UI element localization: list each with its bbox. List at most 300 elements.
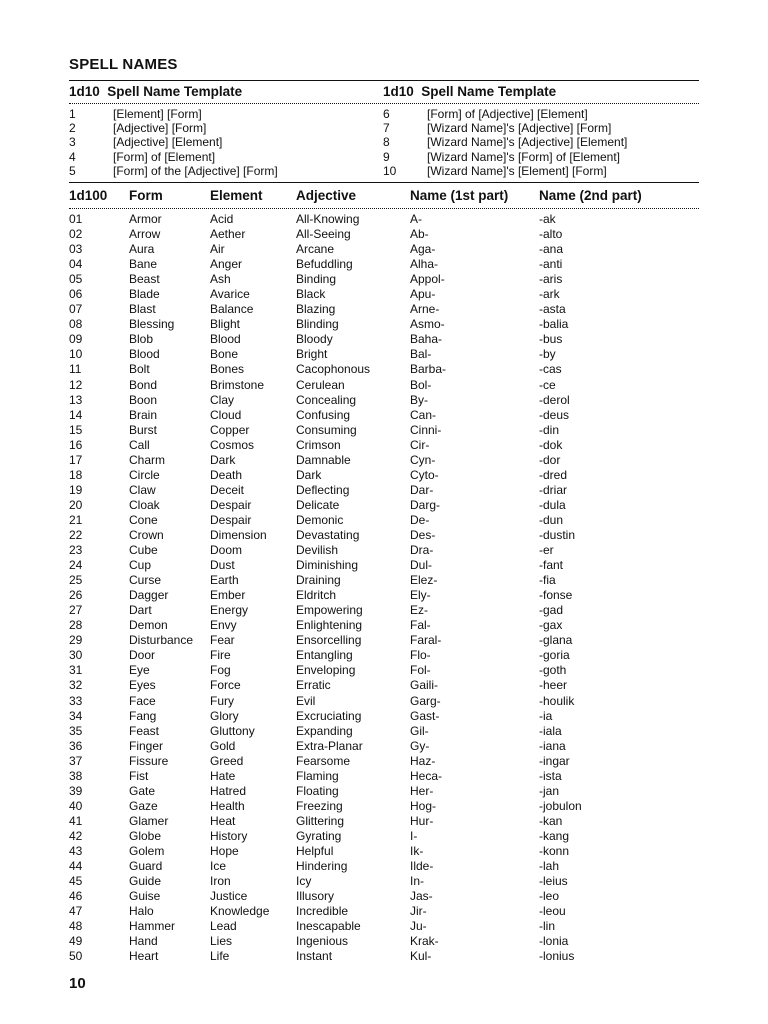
cell-name-second-part: -lonius: [539, 949, 575, 964]
cell-name-second-part: -cas: [539, 362, 562, 377]
col-header-adjective: Adjective: [296, 188, 357, 203]
cell-roll: 17: [69, 452, 83, 467]
cell-name-first-part: Des-: [410, 527, 436, 542]
cell-roll: 43: [69, 843, 83, 858]
header-template: Spell Name Template: [107, 84, 243, 99]
cell-name-first-part: Cyto-: [410, 467, 439, 482]
table-row: [69, 498, 699, 513]
cell-form: Guise: [129, 889, 161, 904]
cell-name-second-part: -jan: [539, 783, 560, 798]
cell-roll: 15: [69, 422, 83, 437]
cell-form: Guard: [129, 859, 163, 874]
cell-name-second-part: -lah: [539, 859, 560, 874]
cell-form: Boon: [129, 392, 158, 407]
cell-name-second-part: -dustin: [539, 527, 576, 542]
cell-element: Earth: [210, 573, 239, 588]
table-row: [69, 408, 699, 423]
cell-form: Cube: [129, 543, 158, 558]
cell-element: Hate: [210, 768, 236, 783]
table-row: [69, 317, 699, 332]
table-row: [69, 332, 699, 347]
cell-form: Dagger: [129, 588, 169, 603]
page-number: 10: [69, 975, 86, 992]
table-top-rule: [69, 182, 699, 183]
cell-element: Dimension: [210, 527, 267, 542]
cell-roll: 46: [69, 889, 83, 904]
table-row: [69, 212, 699, 227]
cell-roll: 49: [69, 934, 83, 949]
table-row: [69, 603, 699, 618]
cell-name-second-part: -fonse: [539, 588, 573, 603]
cell-adjective: Damnable: [296, 452, 351, 467]
cell-name-first-part: Dul-: [410, 558, 433, 573]
cell-form: Golem: [129, 843, 165, 858]
col-header-name-1st: Name (1st part): [410, 188, 509, 203]
table-row: [69, 528, 699, 543]
cell-adjective: Deflecting: [296, 482, 350, 497]
cell-adjective: All-Seeing: [296, 227, 351, 242]
cell-element: Fog: [210, 663, 231, 678]
cell-element: Bone: [210, 347, 239, 362]
cell-name-second-part: -aris: [539, 272, 563, 287]
table-row: [69, 889, 699, 904]
cell-name-second-part: -ista: [539, 768, 562, 783]
cell-name-second-part: -glana: [539, 633, 573, 648]
template-row: [383, 150, 627, 164]
table-row: [69, 739, 699, 754]
template-text: [Wizard Name]'s [Adjective] [Form]: [427, 121, 612, 136]
cell-name-first-part: Alha-: [410, 257, 439, 272]
cell-roll: 29: [69, 633, 83, 648]
template-row: [383, 135, 627, 149]
cell-adjective: Black: [296, 287, 326, 302]
cell-roll: 48: [69, 919, 83, 934]
cell-roll: 44: [69, 859, 83, 874]
template-text: [Form] of [Element]: [113, 149, 216, 164]
cell-adjective: Bloody: [296, 332, 333, 347]
template-row: [69, 135, 278, 149]
cell-name-first-part: Darg-: [410, 497, 441, 512]
table-row: [69, 904, 699, 919]
cell-form: Halo: [129, 904, 154, 919]
cell-name-first-part: Cyn-: [410, 452, 436, 467]
cell-adjective: Arcane: [296, 242, 335, 257]
cell-element: Ash: [210, 272, 231, 287]
cell-name-first-part: Bol-: [410, 377, 432, 392]
cell-name-second-part: -leius: [539, 874, 568, 889]
template-row: [383, 121, 627, 135]
template-text: [Adjective] [Form]: [113, 121, 207, 136]
table-header: [69, 188, 699, 203]
table-row: [69, 678, 699, 693]
table-row: [69, 257, 699, 272]
template-list-right: [383, 107, 627, 178]
table-row: [69, 378, 699, 393]
cell-adjective: Freezing: [296, 798, 343, 813]
table-row: [69, 949, 699, 964]
table-row: [69, 287, 699, 302]
cell-roll: 45: [69, 874, 83, 889]
col-header-name-2nd: Name (2nd part): [539, 188, 642, 203]
cell-name-second-part: -anti: [539, 257, 563, 272]
cell-element: Copper: [210, 422, 250, 437]
cell-name-second-part: -ana: [539, 242, 564, 257]
cell-form: Cup: [129, 558, 152, 573]
cell-form: Claw: [129, 482, 156, 497]
cell-element: Health: [210, 798, 245, 813]
table-row: [69, 814, 699, 829]
template-roll: 1: [69, 107, 76, 121]
cell-element: Lead: [210, 919, 237, 934]
cell-form: Eye: [129, 663, 150, 678]
cell-element: Ice: [210, 859, 227, 874]
cell-form: Blob: [129, 332, 154, 347]
cell-form: Bane: [129, 257, 158, 272]
table-row: [69, 784, 699, 799]
cell-name-second-part: -lin: [539, 919, 556, 934]
table-row: [69, 724, 699, 739]
cell-adjective: Hindering: [296, 859, 348, 874]
cell-name-first-part: Flo-: [410, 648, 431, 663]
table-row: [69, 362, 699, 377]
cell-adjective: Enlightening: [296, 618, 363, 633]
cell-adjective: Incredible: [296, 904, 349, 919]
cell-element: Hope: [210, 843, 239, 858]
table-row: [69, 393, 699, 408]
cell-name-second-part: -heer: [539, 678, 568, 693]
cell-form: Bolt: [129, 362, 150, 377]
cell-name-first-part: Fal-: [410, 618, 431, 633]
cell-roll: 37: [69, 753, 83, 768]
table-row: [69, 543, 699, 558]
cell-name-first-part: Can-: [410, 407, 437, 422]
table-row: [69, 874, 699, 889]
cell-roll: 42: [69, 828, 83, 843]
cell-adjective: Bright: [296, 347, 328, 362]
cell-name-first-part: Apu-: [410, 287, 436, 302]
cell-roll: 24: [69, 558, 83, 573]
cell-element: Dark: [210, 452, 236, 467]
cell-adjective: Confusing: [296, 407, 351, 422]
template-left-header: [69, 84, 242, 99]
cell-element: Despair: [210, 512, 252, 527]
cell-name-second-part: -derol: [539, 392, 570, 407]
template-roll: 5: [69, 163, 76, 178]
template-text: [Element] [Form]: [113, 107, 202, 121]
table-row: [69, 513, 699, 528]
cell-form: Heart: [129, 949, 159, 964]
cell-form: Blessing: [129, 317, 175, 332]
cell-name-second-part: -deus: [539, 407, 570, 422]
cell-roll: 35: [69, 723, 83, 738]
cell-name-second-part: -leo: [539, 889, 560, 904]
cell-roll: 11: [69, 362, 82, 377]
cell-element: Force: [210, 678, 241, 693]
cell-form: Fang: [129, 708, 157, 723]
header-1d10: 1d10: [69, 84, 100, 99]
template-roll: 2: [69, 121, 76, 136]
cell-name-first-part: Her-: [410, 783, 434, 798]
cell-name-first-part: Cinni-: [410, 422, 442, 437]
cell-element: Ember: [210, 588, 246, 603]
template-text: [Wizard Name]'s [Form] of [Element]: [427, 149, 621, 164]
cell-form: Cloak: [129, 497, 160, 512]
template-text: [Adjective] [Element]: [113, 135, 223, 150]
template-text: [Wizard Name]'s [Adjective] [Element]: [427, 135, 628, 150]
cell-adjective: Devastating: [296, 527, 360, 542]
cell-form: Glamer: [129, 813, 169, 828]
cell-element: Despair: [210, 497, 252, 512]
cell-element: Gluttony: [210, 723, 255, 738]
cell-name-second-part: -goria: [539, 648, 570, 663]
cell-roll: 25: [69, 573, 83, 588]
template-row: [69, 121, 278, 135]
cell-name-first-part: De-: [410, 512, 430, 527]
cell-adjective: Erratic: [296, 678, 331, 693]
cell-form: Blood: [129, 347, 160, 362]
table-row: [69, 919, 699, 934]
cell-name-second-part: -gax: [539, 618, 563, 633]
cell-name-first-part: Garg-: [410, 693, 441, 708]
cell-element: Greed: [210, 753, 244, 768]
cell-adjective: Entangling: [296, 648, 353, 663]
cell-name-second-part: -gad: [539, 603, 564, 618]
cell-name-second-part: -ce: [539, 377, 556, 392]
cell-adjective: Glittering: [296, 813, 345, 828]
col-header-element: Element: [210, 188, 263, 203]
cell-element: Gold: [210, 738, 236, 753]
cell-form: Globe: [129, 828, 162, 843]
cell-adjective: Demonic: [296, 512, 344, 527]
cell-name-first-part: Gaili-: [410, 678, 439, 693]
cell-name-first-part: A-: [410, 212, 422, 226]
cell-name-first-part: Appol-: [410, 272, 445, 287]
cell-adjective: Blinding: [296, 317, 339, 332]
cell-form: Curse: [129, 573, 162, 588]
cell-roll: 03: [69, 242, 83, 257]
cell-roll: 34: [69, 708, 83, 723]
cell-form: Eyes: [129, 678, 156, 693]
cell-name-first-part: Dar-: [410, 482, 434, 497]
cell-name-first-part: Gil-: [410, 723, 429, 738]
cell-adjective: Evil: [296, 693, 316, 708]
cell-element: Cosmos: [210, 437, 255, 452]
cell-roll: 02: [69, 227, 83, 242]
cell-name-first-part: By-: [410, 392, 428, 407]
cell-adjective: Excruciating: [296, 708, 362, 723]
table-row: [69, 709, 699, 724]
cell-form: Brain: [129, 407, 158, 422]
cell-element: Fear: [210, 633, 235, 648]
cell-name-first-part: Aga-: [410, 242, 436, 257]
cell-name-second-part: -asta: [539, 302, 566, 317]
cell-adjective: Helpful: [296, 843, 334, 858]
cell-form: Fist: [129, 768, 149, 783]
cell-roll: 10: [69, 347, 83, 362]
cell-name-first-part: Kul-: [410, 949, 432, 964]
cell-name-second-part: -er: [539, 543, 554, 558]
cell-roll: 26: [69, 588, 83, 603]
cell-element: Acid: [210, 212, 234, 226]
table-row: [69, 468, 699, 483]
table-row: [69, 618, 699, 633]
template-row: [69, 164, 278, 178]
table-row: [69, 769, 699, 784]
cell-name-second-part: -fia: [539, 573, 556, 588]
cell-name-second-part: -dula: [539, 497, 566, 512]
cell-name-first-part: Ilde-: [410, 859, 434, 874]
cell-adjective: Enveloping: [296, 663, 356, 678]
cell-name-first-part: Barba-: [410, 362, 447, 377]
cell-name-second-part: -houlik: [539, 693, 575, 708]
cell-form: Door: [129, 648, 156, 663]
cell-element: Air: [210, 242, 225, 257]
cell-adjective: All-Knowing: [296, 212, 360, 226]
cell-element: Hatred: [210, 783, 247, 798]
cell-element: Balance: [210, 302, 254, 317]
cell-element: Justice: [210, 889, 248, 904]
title-rule: [69, 80, 699, 81]
cell-name-first-part: In-: [410, 874, 425, 889]
cell-element: Anger: [210, 257, 243, 272]
template-roll: 7: [383, 121, 390, 136]
table-row: [69, 799, 699, 814]
cell-adjective: Concealing: [296, 392, 357, 407]
cell-name-first-part: Fol-: [410, 663, 431, 678]
cell-name-second-part: -ingar: [539, 753, 570, 768]
cell-form: Burst: [129, 422, 158, 437]
cell-name-first-part: Ab-: [410, 227, 429, 242]
cell-form: Blade: [129, 287, 160, 302]
cell-roll: 05: [69, 272, 83, 287]
template-roll: 8: [383, 135, 390, 150]
table-dotted-rule: [69, 208, 699, 209]
cell-roll: 07: [69, 302, 83, 317]
table-row: [69, 483, 699, 498]
col-header-form: Form: [129, 188, 163, 203]
cell-name-second-part: -leou: [539, 904, 566, 919]
cell-element: Brimstone: [210, 377, 265, 392]
cell-roll: 16: [69, 437, 83, 452]
cell-name-second-part: -iana: [539, 738, 566, 753]
cell-form: Feast: [129, 723, 160, 738]
template-roll: 4: [69, 149, 76, 164]
col-header-1d100: 1d100: [69, 188, 108, 203]
cell-adjective: Blazing: [296, 302, 336, 317]
cell-name-first-part: Bal-: [410, 347, 432, 362]
cell-roll: 33: [69, 693, 83, 708]
cell-name-first-part: Dra-: [410, 543, 434, 558]
cell-roll: 21: [69, 512, 83, 527]
cell-roll: 50: [69, 949, 83, 964]
cell-adjective: Delicate: [296, 497, 340, 512]
cell-adjective: Illusory: [296, 889, 335, 904]
cell-roll: 39: [69, 783, 83, 798]
cell-adjective: Dark: [296, 467, 322, 482]
table-row: [69, 934, 699, 949]
cell-element: Life: [210, 949, 230, 964]
cell-form: Finger: [129, 738, 164, 753]
cell-element: Blood: [210, 332, 241, 347]
cell-form: Disturbance: [129, 633, 194, 648]
cell-form: Crown: [129, 527, 164, 542]
cell-adjective: Binding: [296, 272, 337, 287]
cell-roll: 13: [69, 392, 83, 407]
cell-form: Gaze: [129, 798, 158, 813]
cell-name-second-part: -dred: [539, 467, 568, 482]
cell-form: Gate: [129, 783, 156, 798]
cell-element: Deceit: [210, 482, 245, 497]
template-roll: 10: [383, 163, 397, 178]
cell-roll: 27: [69, 603, 83, 618]
table-row: [69, 242, 699, 257]
cell-adjective: Flaming: [296, 768, 339, 783]
cell-roll: 28: [69, 618, 83, 633]
cell-element: Iron: [210, 874, 231, 889]
template-text: [Form] of the [Adjective] [Form]: [113, 163, 278, 178]
cell-roll: 32: [69, 678, 83, 693]
cell-adjective: Empowering: [296, 603, 363, 618]
cell-adjective: Diminishing: [296, 558, 359, 573]
table-row: [69, 633, 699, 648]
cell-adjective: Expanding: [296, 723, 353, 738]
cell-roll: 06: [69, 287, 83, 302]
cell-name-first-part: Ik-: [410, 843, 424, 858]
cell-roll: 23: [69, 543, 83, 558]
cell-adjective: Ingenious: [296, 934, 349, 949]
cell-name-first-part: Jas-: [410, 889, 433, 904]
cell-name-first-part: Jir-: [410, 904, 427, 919]
cell-name-first-part: Hog-: [410, 798, 437, 813]
cell-element: Blight: [210, 317, 241, 332]
cell-name-first-part: Elez-: [410, 573, 438, 588]
cell-form: Fissure: [129, 753, 169, 768]
cell-element: Avarice: [210, 287, 250, 302]
cell-name-first-part: Arne-: [410, 302, 440, 317]
cell-adjective: Cacophonous: [296, 362, 371, 377]
cell-name-second-part: -dok: [539, 437, 563, 452]
table-row: [69, 573, 699, 588]
cell-form: Circle: [129, 467, 160, 482]
cell-name-second-part: -jobulon: [539, 798, 582, 813]
table-row: [69, 302, 699, 317]
cell-adjective: Befuddling: [296, 257, 353, 272]
cell-adjective: Floating: [296, 783, 339, 798]
template-right-header: [383, 84, 556, 99]
cell-roll: 38: [69, 768, 83, 783]
cell-form: Arrow: [129, 227, 161, 242]
cell-adjective: Icy: [296, 874, 312, 889]
cell-name-second-part: -balia: [539, 317, 569, 332]
table-row: [69, 648, 699, 663]
cell-name-second-part: -alto: [539, 227, 563, 242]
cell-roll: 36: [69, 738, 83, 753]
cell-name-second-part: -iala: [539, 723, 562, 738]
cell-name-first-part: Hur-: [410, 813, 434, 828]
cell-adjective: Consuming: [296, 422, 357, 437]
cell-element: History: [210, 828, 248, 843]
cell-adjective: Gyrating: [296, 828, 342, 843]
cell-form: Demon: [129, 618, 168, 633]
template-dotted-rule: [69, 103, 699, 104]
cell-name-first-part: Ez-: [410, 603, 428, 618]
template-roll: 3: [69, 135, 76, 150]
cell-adjective: Instant: [296, 949, 333, 964]
cell-element: Cloud: [210, 407, 242, 422]
cell-roll: 31: [69, 663, 83, 678]
cell-element: Heat: [210, 813, 236, 828]
table-row: [69, 272, 699, 287]
